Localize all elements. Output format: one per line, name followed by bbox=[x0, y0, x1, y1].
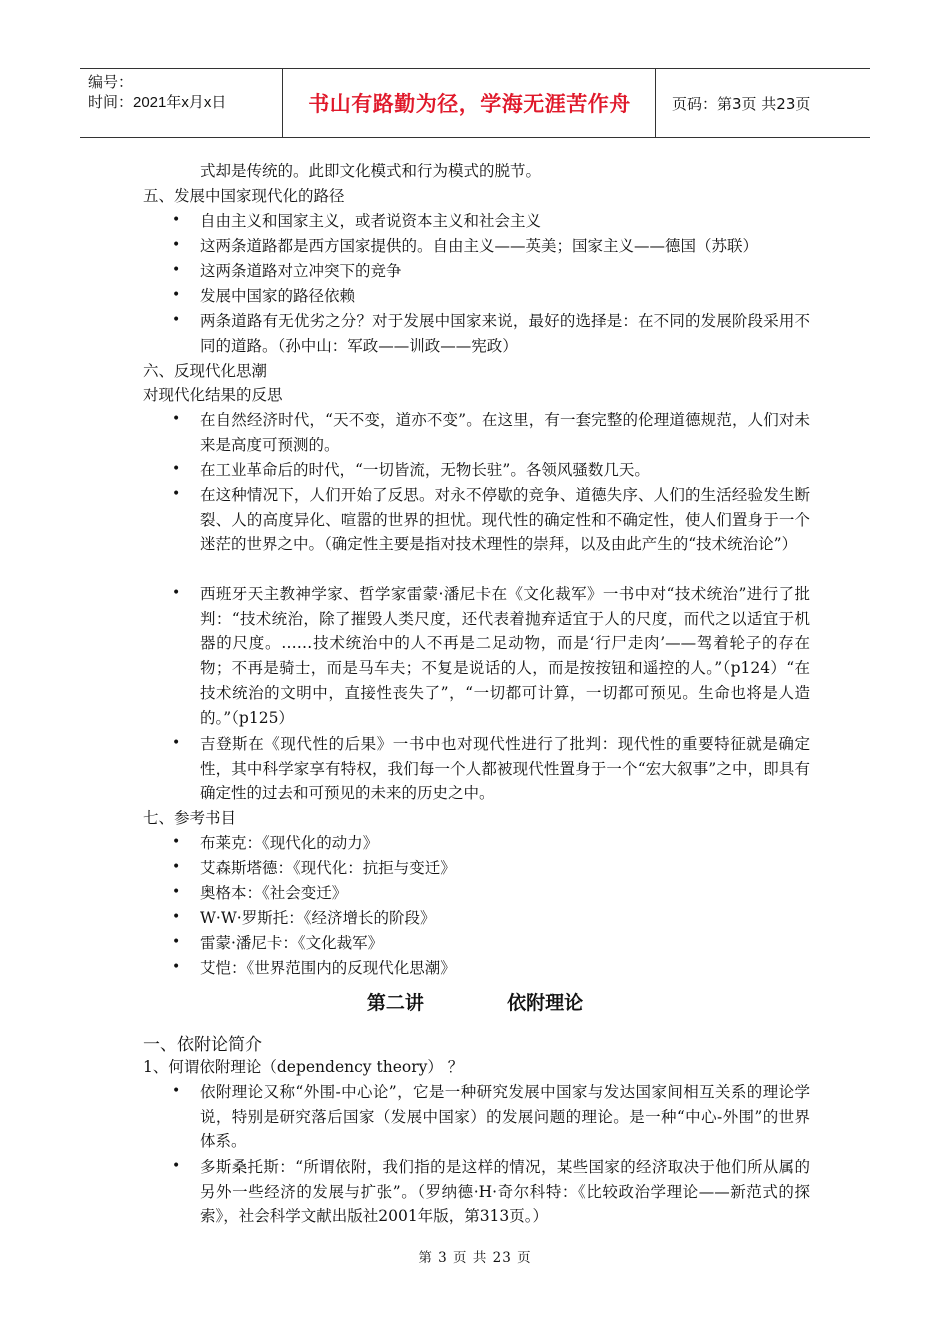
lecture-title bbox=[0, 988, 950, 1015]
bullet-icon: • bbox=[172, 859, 181, 875]
list-item: 多斯桑托斯：“所谓依附，我们指的是这样的情况，某些国家的经济取决于他们所从属的另外一些经济的发展与扩张”。（罗纳德·H·奇尔科特：《比较政治学理论——新范式的探索》，社会科学文献出版社2001年版，第313页。） bbox=[200, 1158, 810, 1226]
bullet-icon: • bbox=[172, 585, 181, 601]
reference-item: W·W·罗斯托：《经济增长的阶段》 bbox=[200, 909, 436, 927]
list-item: 这两条道路对立冲突下的竞争 bbox=[200, 262, 402, 280]
list-item: 在自然经济时代，“天不变，道亦不变”。在这里，有一套完整的伦理道德规范，人们对未来是高度可预测的。 bbox=[200, 411, 810, 454]
bullet-icon: • bbox=[172, 1083, 181, 1099]
reference-item: 艾森斯塔德：《现代化：抗拒与变迁》 bbox=[200, 859, 456, 877]
section7-heading: 七、参考书目 bbox=[143, 809, 237, 827]
part1-heading: 一、依附论简介 bbox=[143, 1035, 262, 1055]
bullet-icon: • bbox=[172, 411, 181, 427]
reference-item: 奥格本：《社会变迁》 bbox=[200, 884, 348, 902]
list-item: 发展中国家的路径依赖 bbox=[200, 287, 356, 305]
bullet-icon: • bbox=[172, 884, 181, 900]
page-header bbox=[80, 68, 870, 138]
list-item: 这两条道路都是西方国家提供的。自由主义——英美；国家主义——德国（苏联） bbox=[200, 237, 759, 255]
bullet-icon: • bbox=[172, 212, 181, 228]
list-item: 依附理论又称“外围-中心论”，它是一种研究发展中国家与发达国家间相互关系的理论学说，特别是研究落后国家（发展中国家）的发展问题的理论。是一种“中心-外围”的世界体系。 bbox=[200, 1083, 810, 1151]
page-info-text: 页码：第3页 共23页 bbox=[672, 94, 811, 113]
bullet-icon: • bbox=[172, 934, 181, 950]
bullet-icon: • bbox=[172, 959, 181, 975]
bullet-icon: • bbox=[172, 287, 181, 303]
list-item: 在这种情况下，人们开始了反思。对永不停歇的竞争、道德失序、人们的生活经验发生断裂、人的高度异化、喧嚣的世界的担忧。现代性的确定性和不确定性，使人们置身于一个迷茫的世界之中。（确定性主要是指对技术理性的崇拜，以及由此产生的“技术统治论”） bbox=[200, 486, 810, 554]
bullet-icon: • bbox=[172, 486, 181, 502]
number-label: 编号： bbox=[88, 74, 134, 91]
bullet-icon: • bbox=[172, 237, 181, 253]
page-footer: 第 3 页 共 23 页 bbox=[418, 1250, 532, 1266]
bullet-icon: • bbox=[172, 312, 181, 328]
lecture-number: 第二讲 bbox=[366, 992, 424, 1014]
list-item: 在工业革命后的时代，“一切皆流，无物长驻”。各领风骚数几天。 bbox=[200, 461, 650, 479]
header-motto: 书山有路勤为径，学海无涯苦作舟 bbox=[284, 69, 656, 137]
header-meta bbox=[80, 69, 283, 137]
list-item: 两条道路有无优劣之分？对于发展中国家来说，最好的选择是：在不同的发展阶段采用不同的道路。（孙中山：军政——训政——宪政） bbox=[200, 312, 810, 355]
reference-item: 雷蒙·潘尼卡：《文化裁军》 bbox=[200, 934, 384, 952]
bullet-icon: • bbox=[172, 735, 181, 751]
list-item: 自由主义和国家主义，或者说资本主义和社会主义 bbox=[200, 212, 542, 230]
bullet-icon: • bbox=[172, 909, 181, 925]
time-label: 时间：2021年x月x日 bbox=[88, 94, 227, 111]
bullet-icon: • bbox=[172, 461, 181, 477]
header-page-info bbox=[664, 69, 870, 137]
list-item: 西班牙天主教神学家、哲学家雷蒙·潘尼卡在《文化裁军》一书中对“技术统治”进行了批判：“技术统治，除了摧毁人类尺度，还代表着抛弃适宜于人的尺度，而代之以适宜于机器的尺度。……技术统治中的人不再是二足动物，而是‘行尸走肉’——驾着轮子的存在物；不再是骑士，而是马车夫；不复是说话的人，而是按按钮和遥控的人。”（p124）“在技术统治的文明中，直接性丧失了”，“一切都可计算，一切都可预见。生命也将是人造的。”（p125） bbox=[200, 585, 810, 727]
question1-heading: 1、何谓依附理论（dependency theory） ？ bbox=[143, 1058, 464, 1076]
list-item: 吉登斯在《现代性的后果》一书中也对现代性进行了批判：现代性的重要特征就是确定性，其中科学家享有特权，我们每一个人都被现代性置身于一个“宏大叙事”之中，即具有确定性的过去和可预见的未来的历史之中。 bbox=[200, 735, 810, 803]
section6-heading: 六、反现代化思潮 bbox=[143, 362, 268, 380]
section6-subheading: 对现代化结果的反思 bbox=[143, 386, 283, 404]
bullet-icon: • bbox=[172, 1158, 181, 1174]
reference-item: 艾恺：《世界范围内的反现代化思潮》 bbox=[200, 959, 456, 977]
reference-item: 布莱克：《现代化的动力》 bbox=[200, 834, 379, 852]
continued-line: 式却是传统的。此即文化模式和行为模式的脱节。 bbox=[200, 162, 542, 180]
section5-heading: 五、发展中国家现代化的路径 bbox=[143, 187, 345, 205]
lecture-name: 依附理论 bbox=[507, 992, 584, 1014]
bullet-icon: • bbox=[172, 262, 181, 278]
bullet-icon: • bbox=[172, 834, 181, 850]
